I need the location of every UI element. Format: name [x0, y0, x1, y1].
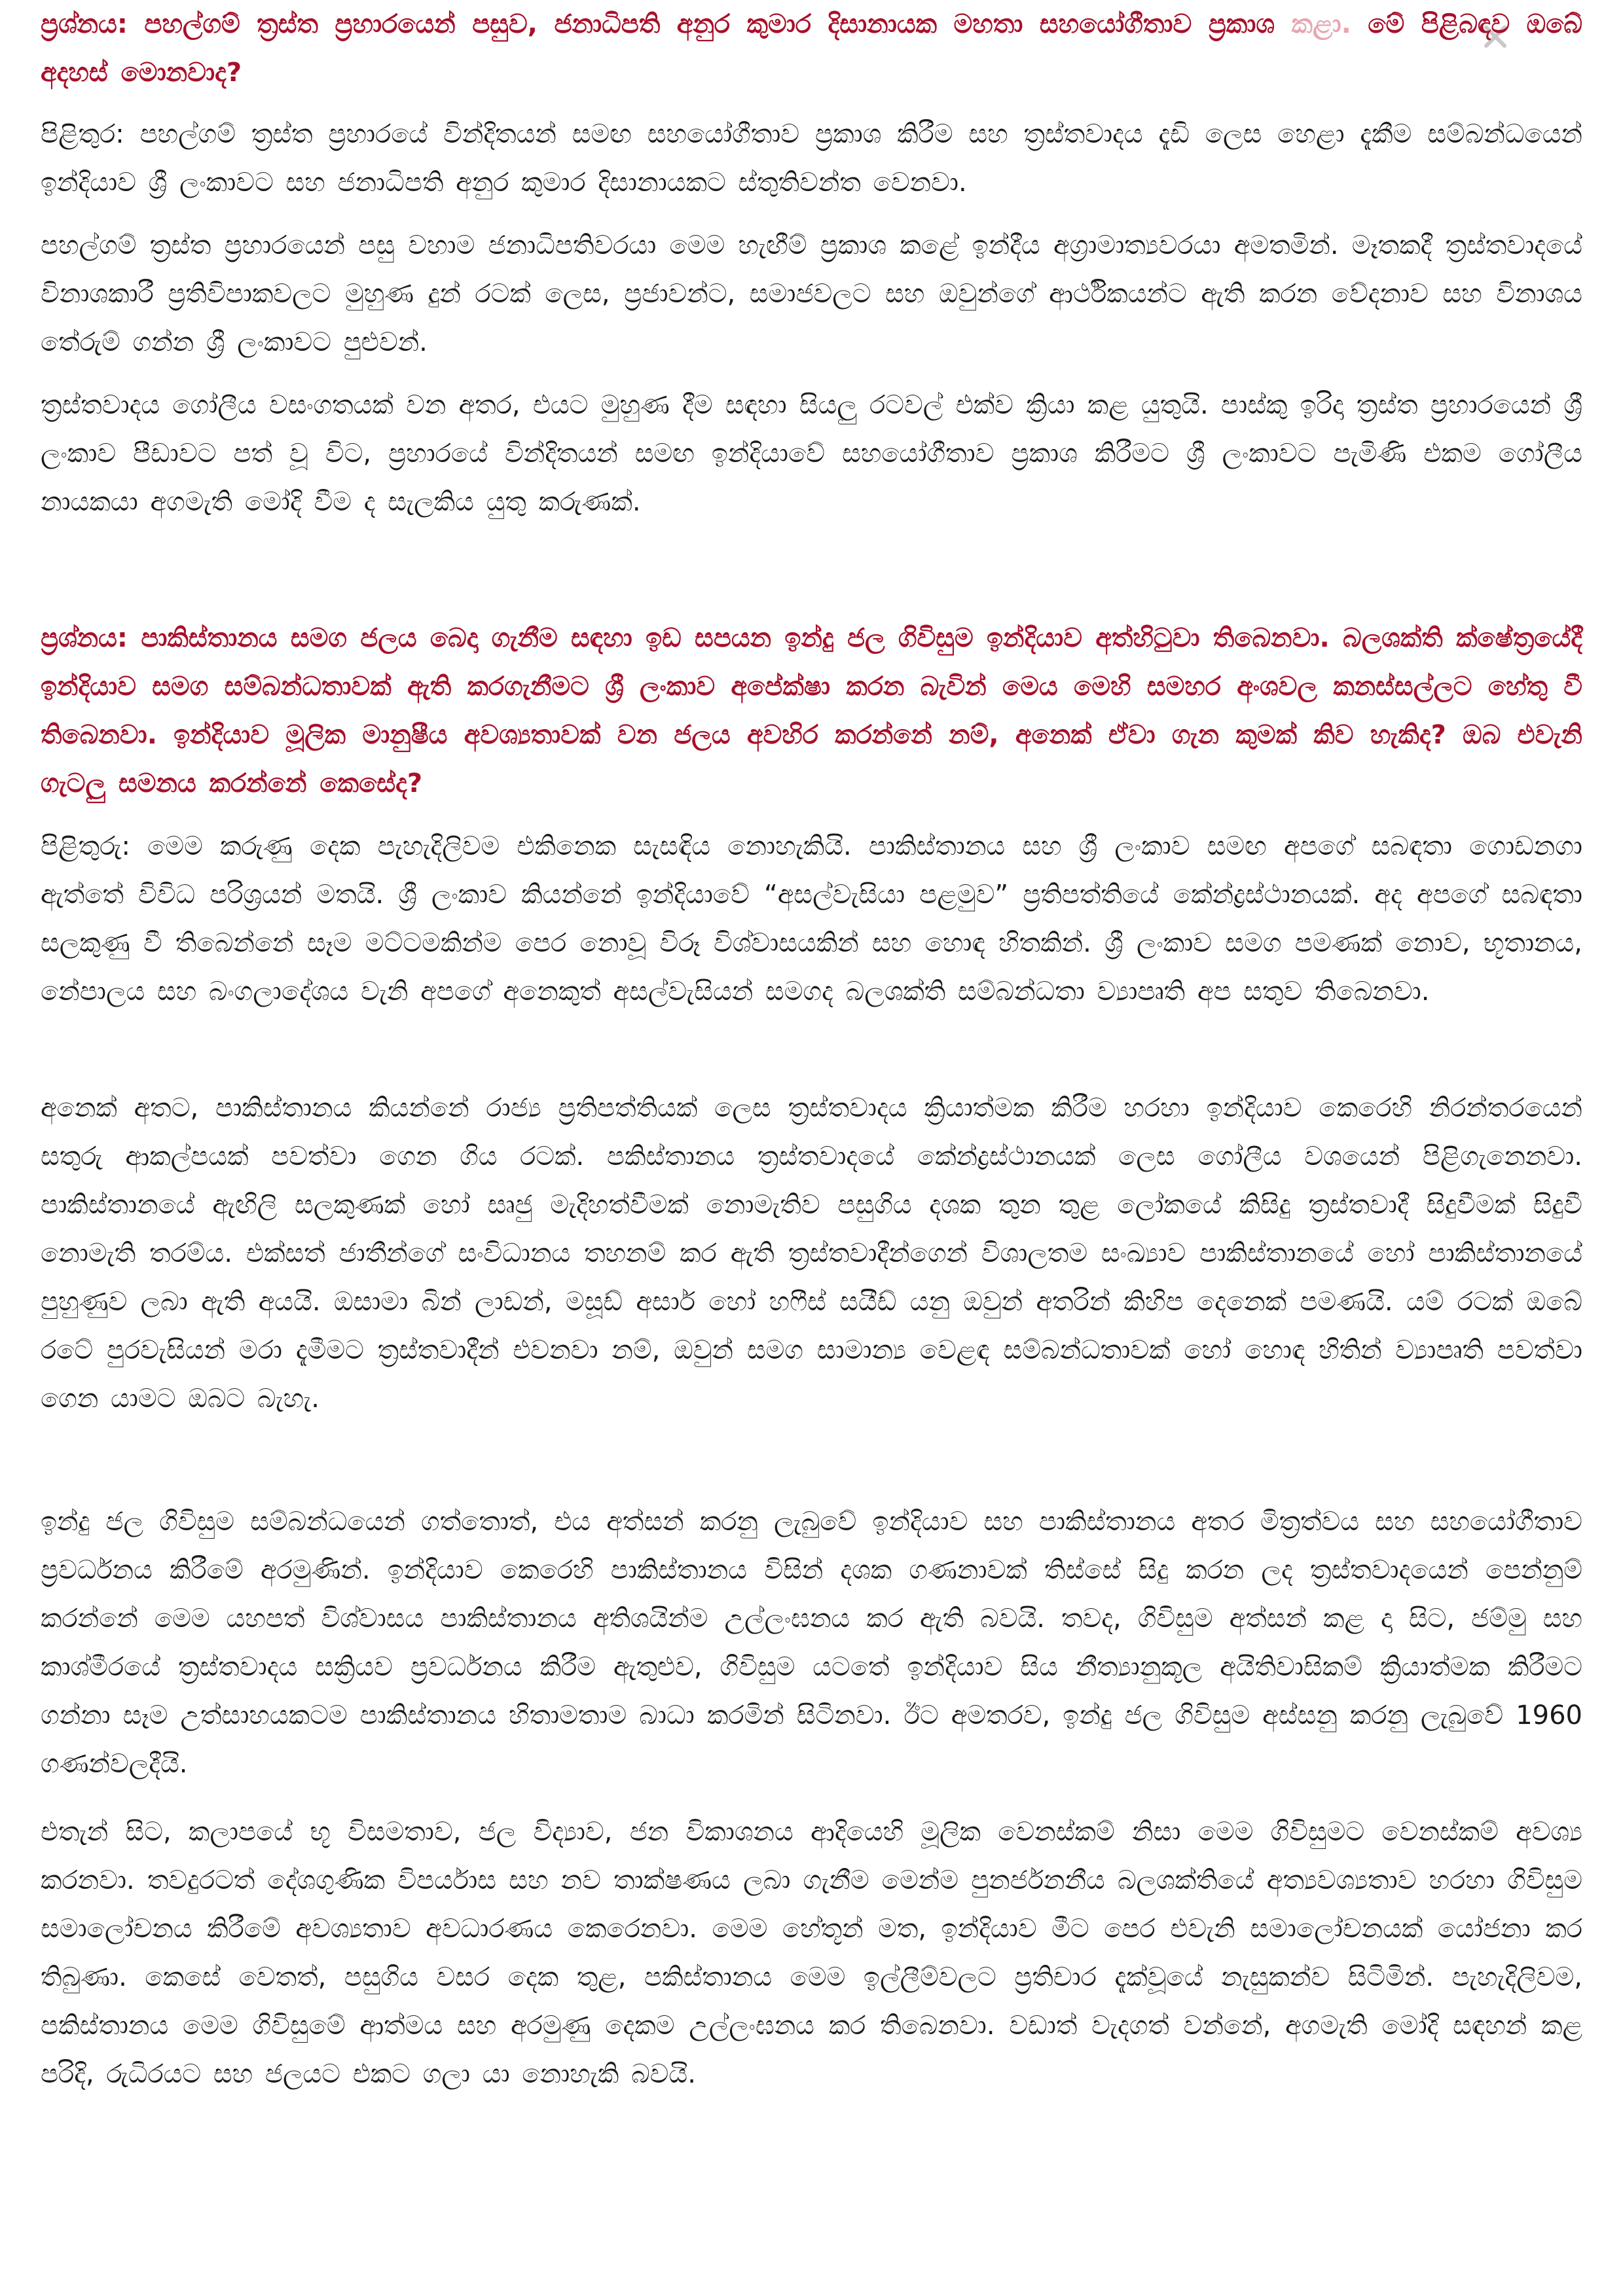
answer-2-paragraph-2: අනෙක් අතට, පාකිස්තානය කියන්නේ රාජ්‍ය ප්‍රතිපත්තියක් ලෙස ත්‍රස්තවාදය ක්‍රියාත්මක කිරීම හරහා ඉන්දියාව කෙරෙහි නිරන්තරයෙන් සතුරු ආකල්පයක් පවත්වා ගෙන ගිය රටක්. පකිස්තානය ත්‍රස්තවාදයේ කේන්ද්‍රස්ථානයක් ලෙස ගෝලීය වශයෙන් පිළිගැනෙනවා. පාකිස්තානයේ ඇඟිලි සලකුණක් හෝ සෘජු මැදිහත්වීමක් නොමැතිව පසුගිය දශක තුන තුළ ලෝකයේ කිසිදු ත්‍රස්තවාදී සිදුවීමක් සිදුවී නොමැති තරම්ය. එක්සත් ජාතීන්ගේ සංවිධානය තහනම් කර ඇති ත්‍රස්තවාදීන්ගෙන් විශාලතම සංඛ්‍යාව පාකිස්තානයේ හෝ පාකිස්තානයේ පුහුණුව ලබා ඇති අයයි. ඔසාමා බින් ලාඩන්, මසූඩ් අසාර් හෝ හෆීස් සයීඩ් යනු ඔවුන් අතරින් කිහිප දෙනෙක් පමණයි. යම් රටක් ඔබේ රටේ පුරවැසියන් මරා දැමීමට ත්‍රස්තවාදීන් එවනවා නම්, ඔවුන් සමග සාමාන්‍ය වෙළඳ සම්බන්ධතාවක් හෝ හොඳ හිතින් ව්‍යාපෘති පවත්වා ගෙන යාමට ඔබට බැහැ. — [41, 1093, 1582, 1414]
answer-1-paragraph-3: ත්‍රස්තවාදය ගෝලීය වසංගතයක් වන අතර, එයට මුහුණ දීම සඳහා සියලු රටවල් එක්ව ක්‍රියා කළ යුතුයි. පාස්කු ඉරිදා ත්‍රස්ත ප්‍රහාරයෙන් ශ්‍රී ලංකාව පීඩාවට පත් වූ විට, ප්‍රහාරයේ වින්දිතයන් සමඟ ඉන්දියාවේ සහයෝගීතාව ප්‍රකාශ කිරීමට ශ්‍රී ලංකාවට පැමිණි එකම ගෝලීය නායකයා අගමැති මෝදි වීම ද සැලකිය යුතු කරුණක්. — [41, 390, 1582, 517]
answer-2-paragraph-1: පිළිතුරු: මෙම කරුණු දෙක පැහැදිලිවම එකිනෙක සැසඳිය නොහැකියි. පාකිස්තානය සහ ශ්‍රී ලංකාව සමඟ අපගේ සබඳතා ගොඩනගා ඇත්තේ විවිධ පරිශ්‍රයන් මතයි. ශ්‍රී ලංකාව කියන්නේ ඉන්දියාවේ “අසල්වැසියා පළමුව” ප්‍රතිපත්තියේ කේන්ද්‍රස්ථානයක්. අද අපගේ සබඳතා සලකුණු වී තිබෙන්නේ සෑම මට්ටමකින්ම පෙර නොවූ විරූ විශ්වාසයකින් සහ හොඳ හිතකින්. ශ්‍රී ලංකාව සමග පමණක් නොව, භූතානය, නේපාලය සහ බංගලාදේශය වැනි අපගේ අනෙකුත් අසල්වැසියන් සමගද බලශක්ති සම්බන්ධතා ව්‍යාපෘති අප සතුව තිබෙනවා. — [41, 831, 1582, 1007]
answer-1-paragraph-2: පහල්ගම් ත්‍රස්ත ප්‍රහාරයෙන් පසු වහාම ජනාධිපතිවරයා මෙම හැඟීම් ප්‍රකාශ කළේ ඉන්දීය අග්‍රාමාත්‍යවරයා අමතමින්. මෑතකදී ත්‍රස්තවාදයේ විනාශකාරී ප්‍රතිවිපාකවලට මුහුණ දුන් රටක් ලෙස, ප්‍රජාවන්ට, සමාජවලට සහ ඔවුන්ගේ ආර්ථිකයන්ට ඇති කරන වේදනාව සහ විනාශය තේරුම් ගන්න ශ්‍රී ලංකාවට පුළුවන්. — [41, 230, 1582, 357]
question-2: ප්‍රශ්නය: පාකිස්තානය සමග ජලය බෙදා ගැනීම සඳහා ඉඩ සපයන ඉන්දු ජල ගිවිසුම ඉන්දියාව අත්හිටුවා තිබෙනවා. බලශක්ති ක්ෂේත්‍රයේදී ඉන්දියාව සමග සම්බන්ධතාවක් ඇති කරගැනීමට ශ්‍රී ලංකාව අපේක්ෂා කරන බැවින් මෙය මෙහි සමහර අංශවල කනස්සල්ලට හේතු වී තිබෙනවා. ඉන්දියාව මූලික මානුෂීය අවශ්‍යතාවක් වන ජලය අවහිර කරන්නේ නම්, අනෙක් ඒවා ගැන කුමක් කිව හැකිද? ඔබ එවැනි ගැටලු සමනය කරන්නේ කෙසේද? — [41, 623, 1582, 798]
question-1-prefix: ප්‍රශ්නය: — [41, 9, 145, 39]
question-1-text-end: මේ පිළිබඳව ඔබේ අදහස් මොනවාද? — [41, 9, 1582, 88]
answer-2-paragraph-4: එතැන් සිට, කලාපයේ භූ විසමතාව, ජල විද්‍යාව, ජන විකාශනය ආදියෙහි මූලික වෙනස්කම් නිසා මෙම ගිවිසුමට වෙනස්කම් අවශ්‍ය කරනවා. තවදුරටත් දේශගුණික විපර්යාස සහ නව තාක්ෂණය ලබා ගැනීම මෙන්ම පුනර්ජනනීය බලශක්තියේ අත්‍යවශ්‍යතාව හරහා ගිවිසුම සමාලෝචනය කිරීමේ අවශ්‍යතාව අවධාරණය කෙරෙනවා. මෙම හේතූන් මත, ඉන්දියාව මීට පෙර එවැනි සමාලෝචනයක් යෝජනා කර තිබුණා. කෙසේ වෙතත්, පසුගිය වසර දෙක තුළ, පකිස්තානය මෙම ඉල්ලීම්වලට ප්‍රතිචාර දැක්වූයේ නැසුකන්ව සිටිමින්. පැහැදිලිවම, පකිස්තානය මෙම ගිවිසුමේ ආත්මය සහ අරමුණු දෙකම උල්ලංඝනය කර තිබෙනවා. වඩාත් වැදගත් වන්නේ, අගමැති මෝදි සඳහන් කළ පරිදි, රුධිරයට සහ ජලයට එකට ගලා යා නොහැකි බවයි. — [41, 1817, 1582, 2089]
answer-1-paragraph-1: පිළිතුර: පහල්ගම් ත්‍රස්ත ප්‍රහාරයේ වින්දිතයන් සමඟ සහයෝගීතාව ප්‍රකාශ කිරීම සහ ත්‍රස්තවාදය දැඩි ලෙස හෙළා දැකීම සම්බන්ධයෙන් ඉන්දියාව ශ්‍රී ලංකාවට සහ ජනාධිපති අනුර කුමාර දිසානායකට ස්තුතිවන්ත වෙනවා. — [41, 119, 1582, 198]
answer-2-paragraph-3: ඉන්දු ජල ගිවිසුම සම්බන්ධයෙන් ගත්තොත්, එය අත්සන් කරනු ලැබුවේ ඉන්දියාව සහ පාකිස්තානය අතර මිත්‍රත්වය සහ සහයෝගීතාව ප්‍රවර්ධනය කිරීමේ අරමුණින්. ඉන්දියාව කෙරෙහි පාකිස්තානය විසින් දශක ගණනාවක් තිස්සේ සිදු කරන ලද ත්‍රස්තවාදයෙන් පෙන්නුම් කරන්නේ මෙම යහපත් විශ්වාසය පාකිස්තානය අතිශයින්ම උල්ලංඝනය කර ඇති බවයි. තවද, ගිවිසුම අත්සන් කළ දා සිට, ජම්මු සහ කාශ්මීරයේ ත්‍රස්තවාදය සක්‍රියව ප්‍රවර්ධනය කිරීම ඇතුළුව, ගිවිසුම යටතේ ඉන්දියාව සිය නීත්‍යානුකූල අයිතිවාසිකම් ක්‍රියාත්මක කිරීමට ගන්නා සෑම උත්සාහයකටම පාකිස්තානය හිතාමතාම බාධා කරමින් සිටිනවා. ඊට අමතරව, ඉන්දු ජල ගිවිසුම අස්සනු කරනු ලැබුවේ 1960 ගණන්වලදීයි. — [41, 1507, 1582, 1779]
question-1-faded-word: කළා. — [1291, 9, 1351, 39]
question-1 — [41, 0, 1582, 97]
question-1-text: පහල්ගම් ත්‍රස්ත ප්‍රහාරයෙන් පසුව, ජනාධිපති අනුර කුමාර දිසානායක මහතා සහයෝගීතාව ප්‍රකාශ — [144, 9, 1292, 39]
